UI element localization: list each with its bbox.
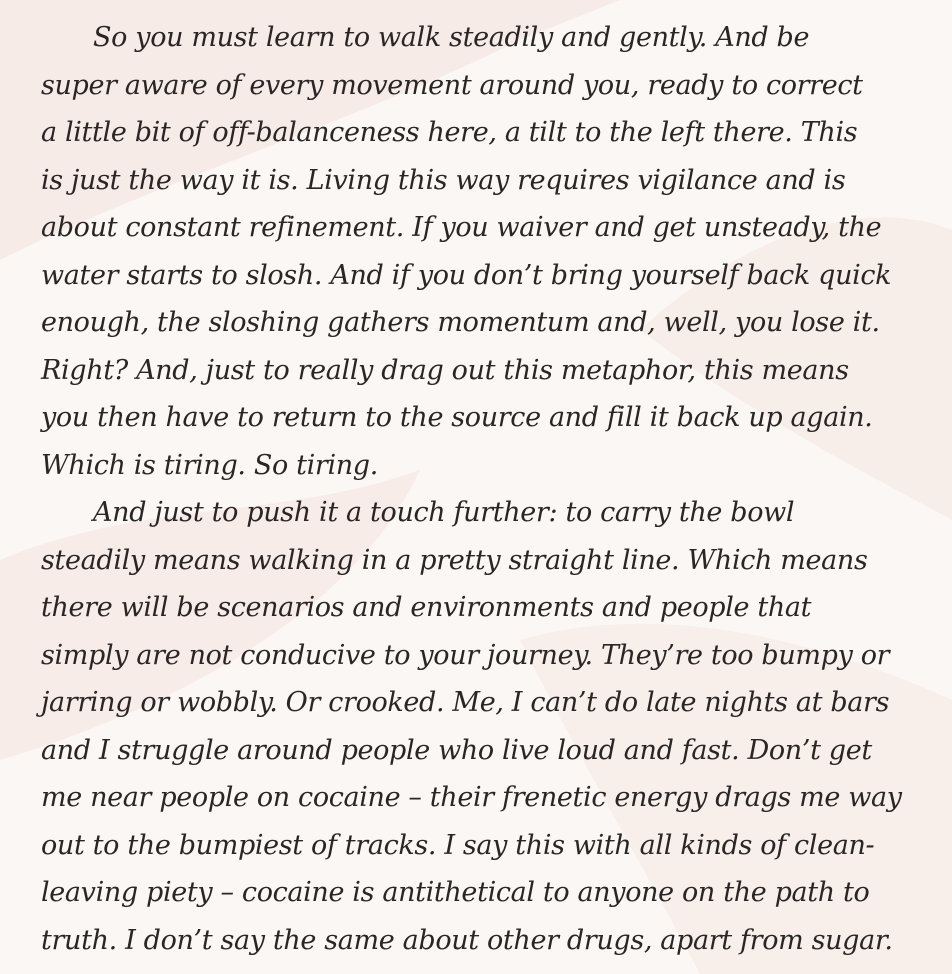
text-line: you then have to return to the source and fill it back up again. (41, 402, 873, 433)
text-line: simply are not conducive to your journey. They’re too bumpy or (41, 639, 890, 671)
text-line: is just the way it is. Living this way requires vigilance and is (41, 164, 846, 196)
paragraph-2 (41, 489, 946, 964)
text-line: So you must learn to walk steadily and gently. And be (93, 22, 810, 53)
text-line: leaving piety – cocaine is antithetical to anyone on the path to (41, 877, 870, 908)
text-line: a little bit of off-balanceness here, a tilt to the left there. This (41, 117, 858, 148)
text-line: water starts to slosh. And if you don’t bring yourself back quick (41, 259, 892, 291)
text-line: super aware of every movement around you, ready to correct (41, 69, 863, 101)
text-line: there will be scenarios and environments and people that (41, 592, 812, 623)
text-line: about constant refinement. If you waiver and get unsteady, the (41, 212, 882, 243)
paragraph-1 (41, 14, 946, 489)
text-line: Which is tiring. So tiring. (41, 449, 378, 481)
text-line: me near people on cocaine – their frenetic energy drags me way (41, 782, 902, 813)
text-line: Right? And, just to really drag out this metaphor, this means (41, 354, 849, 386)
text-line: steadily means walking in a pretty straight line. Which means (41, 544, 868, 576)
text-line: enough, the sloshing gathers momentum and, well, you lose it. (41, 307, 880, 338)
text-line: truth. I don’t say the same about other drugs, apart from sugar. (41, 924, 893, 956)
book-page (41, 14, 946, 964)
text-line: And just to push it a touch further: to carry the bowl (93, 497, 795, 528)
text-line: jarring or wobbly. Or crooked. Me, I can’t do late nights at bars (41, 687, 890, 718)
text-line: and I struggle around people who live loud and fast. Don’t get (41, 734, 872, 766)
text-line: out to the bumpiest of tracks. I say this with all kinds of clean- (41, 829, 875, 861)
